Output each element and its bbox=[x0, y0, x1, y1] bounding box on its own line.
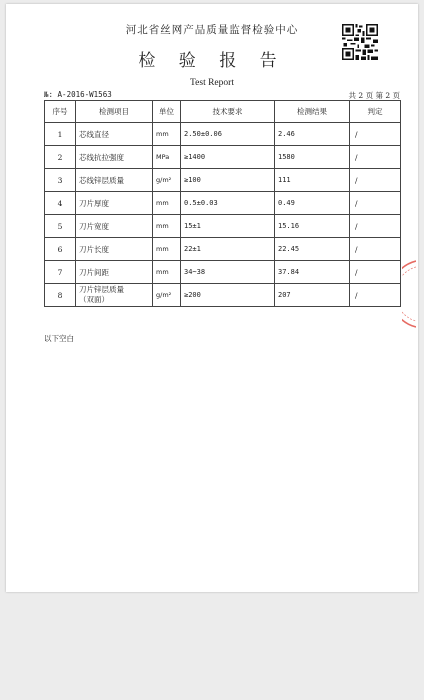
test-result: 37.84 bbox=[275, 261, 350, 284]
unit: g/m² bbox=[153, 284, 181, 307]
technical-requirement: 2.50±0.06 bbox=[181, 123, 275, 146]
page-indicator: 共 2 页 第 2 页 bbox=[348, 91, 400, 100]
technical-requirement: 34~38 bbox=[181, 261, 275, 284]
table-row bbox=[45, 238, 401, 261]
test-result: 1580 bbox=[275, 146, 350, 169]
unit: mm bbox=[153, 261, 181, 284]
unit: mm bbox=[153, 215, 181, 238]
table-row bbox=[45, 192, 401, 215]
column-header: 检测结果 bbox=[275, 101, 350, 123]
column-header: 技术要求 bbox=[181, 101, 275, 123]
test-item: 刀片间距 bbox=[76, 261, 153, 284]
test-item: 芯线直径 bbox=[76, 123, 153, 146]
test-item: 刀片厚度 bbox=[76, 192, 153, 215]
table-row bbox=[45, 284, 401, 307]
table-row bbox=[45, 146, 401, 169]
report-subtitle: Test Report bbox=[190, 78, 234, 88]
judgement: / bbox=[350, 192, 401, 215]
unit: MPa bbox=[153, 146, 181, 169]
test-result: 0.49 bbox=[275, 192, 350, 215]
unit: mm bbox=[153, 192, 181, 215]
test-item: 芯线锌层质量 bbox=[76, 169, 153, 192]
technical-requirement: ≥1400 bbox=[181, 146, 275, 169]
judgement: / bbox=[350, 146, 401, 169]
results-table bbox=[44, 100, 401, 307]
unit: mm bbox=[153, 238, 181, 261]
table-row bbox=[45, 169, 401, 192]
test-item-label: 刀片锌层质量 bbox=[79, 285, 124, 294]
judgement: / bbox=[350, 284, 401, 307]
row-number: 8 bbox=[45, 284, 76, 307]
test-item: 刀片长度 bbox=[76, 238, 153, 261]
unit: g/m² bbox=[153, 169, 181, 192]
organization-name: 河北省丝网产品质量监督检验中心 bbox=[125, 24, 299, 36]
test-item: 芯线抗拉强度 bbox=[76, 146, 153, 169]
column-header: 序号 bbox=[45, 101, 76, 123]
row-number: 4 bbox=[45, 192, 76, 215]
report-title: 检 验 报 告 bbox=[138, 51, 286, 71]
judgement: / bbox=[350, 261, 401, 284]
row-number: 7 bbox=[45, 261, 76, 284]
report-number: №: A-2016-W1563 bbox=[44, 90, 112, 99]
judgement: / bbox=[350, 215, 401, 238]
test-result: 207 bbox=[275, 284, 350, 307]
row-number: 3 bbox=[45, 169, 76, 192]
table-row bbox=[45, 261, 401, 284]
row-number: 6 bbox=[45, 238, 76, 261]
qr-code-icon bbox=[342, 24, 378, 60]
technical-requirement: 15±1 bbox=[181, 215, 275, 238]
table-body bbox=[45, 123, 401, 307]
table-header-row bbox=[45, 101, 401, 123]
judgement: / bbox=[350, 123, 401, 146]
table-row bbox=[45, 123, 401, 146]
technical-requirement: ≥200 bbox=[181, 284, 275, 307]
technical-requirement: 0.5±0.03 bbox=[181, 192, 275, 215]
unit: mm bbox=[153, 123, 181, 146]
column-header: 判定 bbox=[350, 101, 401, 123]
test-result: 111 bbox=[275, 169, 350, 192]
test-item bbox=[76, 284, 153, 307]
judgement: / bbox=[350, 238, 401, 261]
test-item: 刀片宽度 bbox=[76, 215, 153, 238]
row-number: 5 bbox=[45, 215, 76, 238]
technical-requirement: ≥100 bbox=[181, 169, 275, 192]
column-header: 单位 bbox=[153, 101, 181, 123]
table-row bbox=[45, 215, 401, 238]
blank-below-note: 以下空白 bbox=[44, 334, 74, 343]
test-result: 2.46 bbox=[275, 123, 350, 146]
red-stamp-seal bbox=[402, 259, 416, 329]
row-number: 2 bbox=[45, 146, 76, 169]
judgement: / bbox=[350, 169, 401, 192]
report-page bbox=[6, 4, 418, 592]
column-header: 检测项目 bbox=[76, 101, 153, 123]
row-number: 1 bbox=[45, 123, 76, 146]
test-result: 22.45 bbox=[275, 238, 350, 261]
technical-requirement: 22±1 bbox=[181, 238, 275, 261]
test-result: 15.16 bbox=[275, 215, 350, 238]
test-item-note: （双面） bbox=[79, 295, 109, 304]
